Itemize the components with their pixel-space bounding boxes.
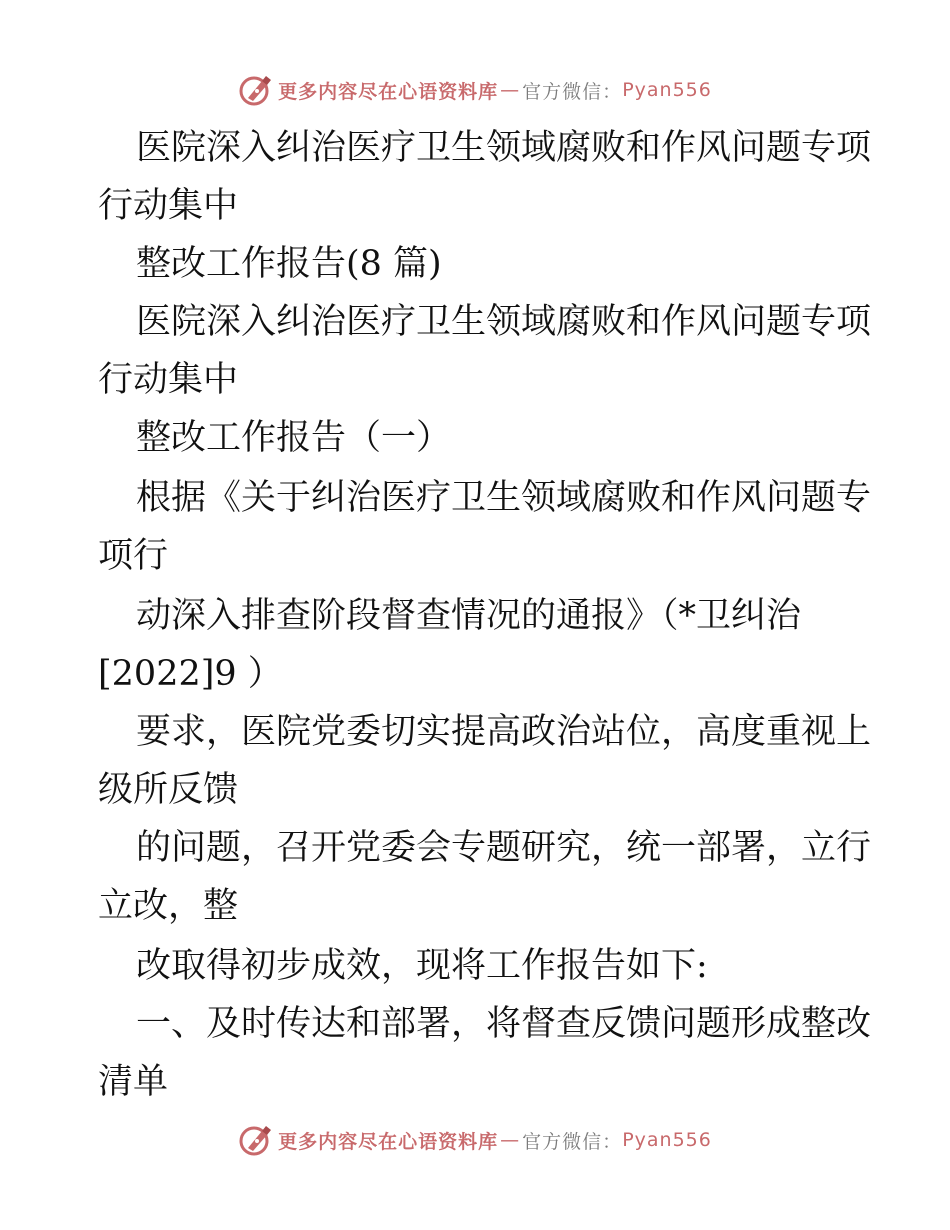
paragraph-line: 级所反馈 [98, 770, 239, 810]
paragraph-line: 改取得初步成效，现将工作报告如下: [136, 946, 708, 986]
watermark-banner-top [0, 70, 950, 110]
pen-nib-logo-icon [238, 72, 274, 108]
paragraph-line: 根据《关于纠治医疗卫生领域腐败和作风问题专 [136, 478, 872, 518]
watermark-banner-bottom [0, 1120, 950, 1160]
title-line-1: 医院深入纠治医疗卫生领域腐败和作风问题专项 [136, 128, 872, 168]
section-title-line-2: 行动集中 [98, 360, 239, 400]
pen-nib-logo-icon [238, 1122, 274, 1158]
paragraph-line: 项行 [98, 536, 169, 576]
watermark-wechat-id: Pyan556 [622, 1129, 712, 1151]
watermark-wechat-id: Pyan556 [622, 79, 712, 101]
watermark-sub-text: 官方微信： [522, 80, 623, 103]
paragraph-line: 动深入排查阶段督查情况的通报》（*卫纠治 [136, 596, 802, 636]
title-line-3: 整改工作报告(8 篇) [136, 244, 442, 284]
paragraph-line: 立改，整 [98, 886, 239, 926]
paragraph-line: 要求，医院党委切实提高政治站位，高度重视上 [136, 712, 872, 752]
title-line-2: 行动集中 [98, 186, 239, 226]
section-title-line-1: 医院深入纠治医疗卫生领域腐败和作风问题专项 [136, 302, 872, 342]
watermark-dash: — [500, 79, 521, 101]
watermark-sub-text: 官方微信： [522, 1130, 623, 1153]
paragraph-line: [2022]9 ） [98, 654, 283, 694]
paragraph-line: 的问题，召开党委会专题研究，统一部署，立行 [136, 828, 872, 868]
section-title-line-3: 整改工作报告（一） [136, 418, 452, 458]
section-heading-line: 一、及时传达和部署，将督查反馈问题形成整改 [136, 1004, 872, 1044]
watermark-main-text: 更多内容尽在心语资料库 [278, 80, 499, 103]
watermark-dash: — [500, 1129, 521, 1151]
watermark-main-text: 更多内容尽在心语资料库 [278, 1130, 499, 1153]
section-heading-line: 清单 [98, 1062, 169, 1102]
